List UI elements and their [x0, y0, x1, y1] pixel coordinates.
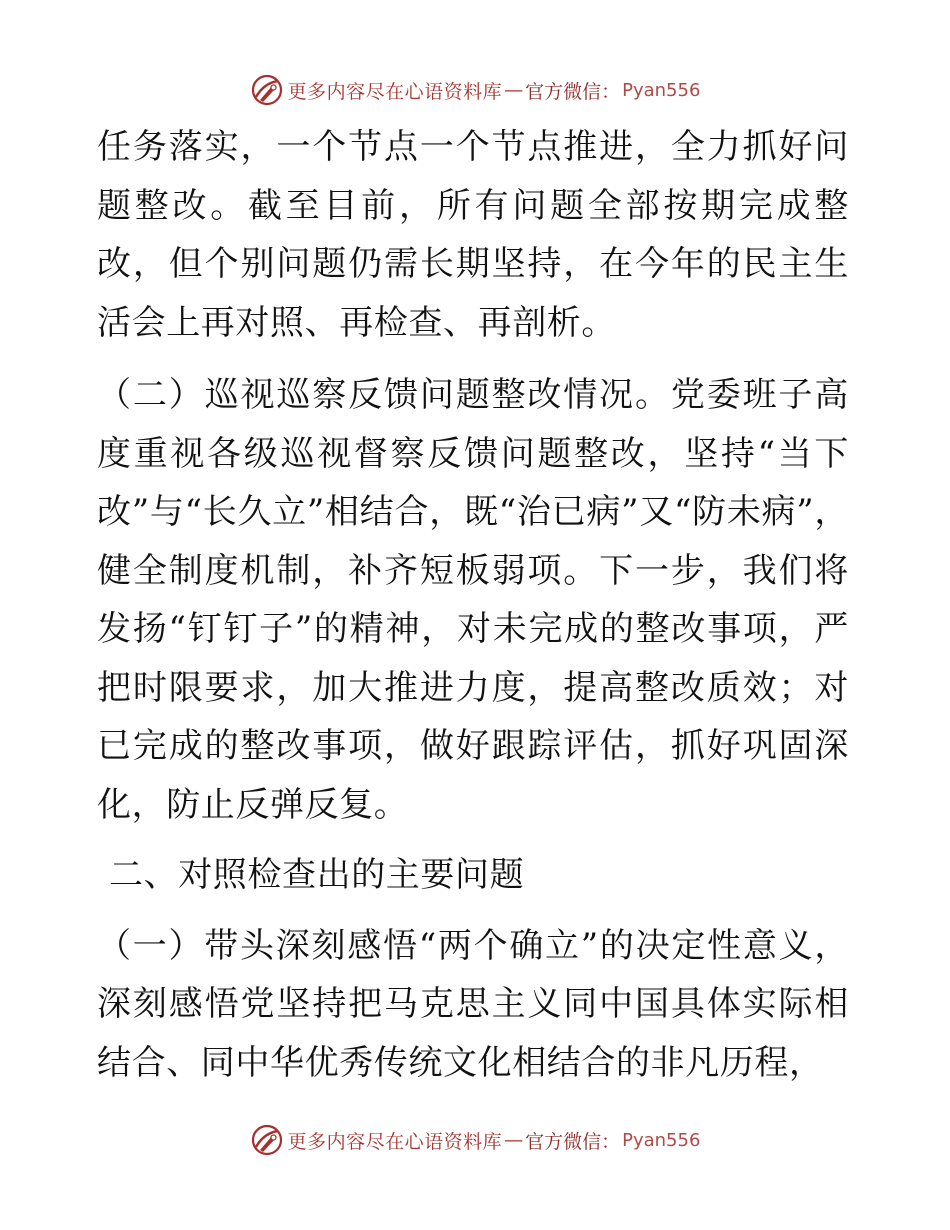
page-header-watermark: [0, 70, 950, 110]
header-wechat-id: Pyan556: [622, 79, 701, 101]
header-brand-text: 更多内容尽在心语资料库: [287, 80, 503, 103]
pen-logo-icon: [250, 73, 284, 107]
footer-dash: —: [504, 1129, 524, 1151]
section-heading: 二、对照检查出的主要问题: [109, 855, 525, 895]
paragraph-two-establishments: （一）带头深刻感悟“两个确立”的决定性意义，深刻感悟党坚持把马克思主义同中国具体实际相结合、同中华优秀传统文化相结合的非凡历程，: [97, 925, 849, 1083]
header-dash: —: [504, 79, 524, 101]
page-footer-watermark: [0, 1120, 950, 1160]
paragraph-continuation: 任务落实，一个节点一个节点推进，全力抓好问题整改。截至目前，所有问题全部按期完成整改，但个别问题仍需长期坚持，在今年的民主生活会上再对照、再检查、再剖析。: [97, 127, 849, 343]
header-wechat-label: 官方微信：: [525, 80, 621, 103]
pen-logo-icon: [250, 1123, 284, 1157]
footer-brand-text: 更多内容尽在心语资料库: [287, 1130, 503, 1153]
footer-wechat-id: Pyan556: [622, 1129, 701, 1151]
paragraph-inspection-rectification: （二）巡视巡察反馈问题整改情况。党委班子高度重视各级巡视督察反馈问题整改，坚持“当下改”与“长久立”相结合，既“治已病”又“防未病”，健全制度机制，补齐短板弱项。下一步，我们将发扬“钉钉子”的精神，对未完成的整改事项，严把时限要求，加大推进力度，提高整改质效；对已完成的整改事项，做好跟踪评估，抓好巩固深化，防止反弹反复。: [97, 375, 849, 825]
footer-wechat-label: 官方微信：: [525, 1130, 621, 1153]
document-body: [97, 118, 849, 1092]
